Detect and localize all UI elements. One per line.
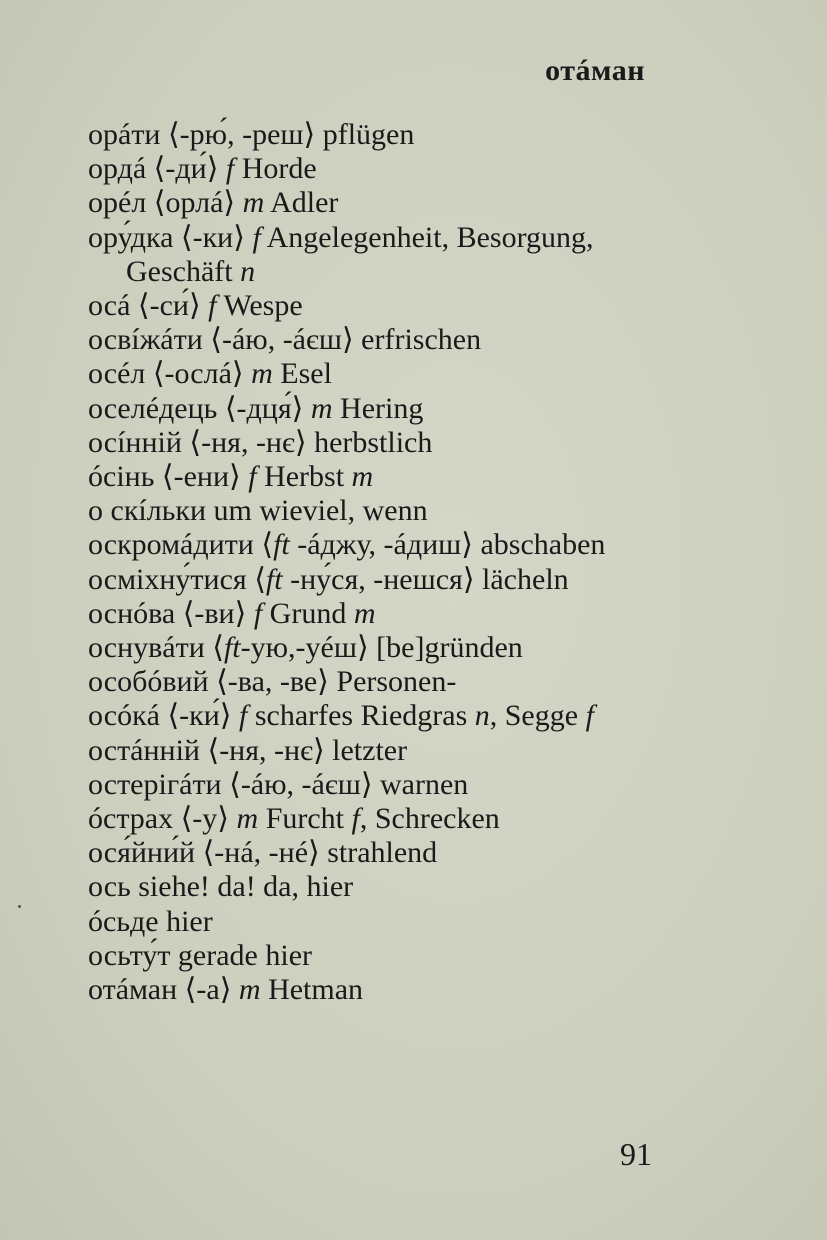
- dictionary-entry: осміхну́тися ⟨ft -ну́ся, -нешся⟩ lächeln: [88, 562, 569, 596]
- dictionary-entry: оснóва ⟨-ви⟩ f Grund m: [88, 596, 376, 630]
- dictionary-entry: орáти ⟨-рю́, -реш⟩ pflügen: [88, 118, 415, 151]
- page-number: 91: [620, 1136, 652, 1172]
- dictionary-entry: отáман ⟨-а⟩ m Hetman: [88, 973, 364, 1007]
- dictionary-entry: осíнній ⟨-ня, -нє⟩ herbstlich: [88, 425, 433, 459]
- dictionary-entry: оскромáдити ⟨ft -áджу, -áдиш⟩ abschaben: [88, 528, 606, 562]
- dictionary-entry: остерігáти ⟨-áю, -áєш⟩ warnen: [88, 767, 469, 801]
- dictionary-entry: остáнній ⟨-ня, -нє⟩ letzter: [88, 733, 408, 767]
- entry-list: [88, 118, 660, 1007]
- dictionary-entry: óсьде hier: [88, 904, 213, 938]
- dictionary-entry: осéл ⟨-ослá⟩ m Esel: [88, 357, 332, 391]
- dictionary-entry: освíжáти ⟨-áю, -áєш⟩ erfrischen: [88, 323, 482, 357]
- dictionary-entry: ору́дка ⟨-ки⟩ f Angelegenheit, Besorgung, Geschäft n: [88, 220, 594, 288]
- dictionary-entry: осóкá ⟨-ки́⟩ f scharfes Riedgras n, Segge f: [88, 699, 594, 733]
- dictionary-entry: оселéдець ⟨-дця́⟩ m Hering: [88, 391, 424, 425]
- running-head: отáман: [545, 54, 645, 87]
- dictionary-entry: особóвий ⟨-ва, -ве⟩ Personen-: [88, 665, 457, 699]
- dictionary-entry: оснувáти ⟨ft-ую,-уéш⟩ [be]gründen: [88, 631, 523, 665]
- dictionary-entry: осьту́т gerade hier: [88, 938, 313, 972]
- dictionary-entry: осá ⟨-си́⟩ f Wespe: [88, 289, 303, 323]
- dictionary-entry: ось siehe! da! da, hier: [88, 870, 354, 904]
- dictionary-entry: óсінь ⟨-ени⟩ f Herbst m: [88, 460, 374, 494]
- dictionary-entry: орéл ⟨орлá⟩ m Adler: [88, 186, 339, 220]
- dictionary-entry: ордá ⟨-ди́⟩ f Horde: [88, 152, 317, 186]
- dictionary-entry: о скíльки um wieviel, wenn: [88, 494, 428, 528]
- dictionary-entry: ося́йни́й ⟨-нá, -нé⟩ strahlend: [88, 836, 438, 870]
- dictionary-entry: óстрах ⟨-у⟩ m Furcht f, Schrecken: [88, 802, 500, 836]
- paper-speck: [18, 905, 21, 908]
